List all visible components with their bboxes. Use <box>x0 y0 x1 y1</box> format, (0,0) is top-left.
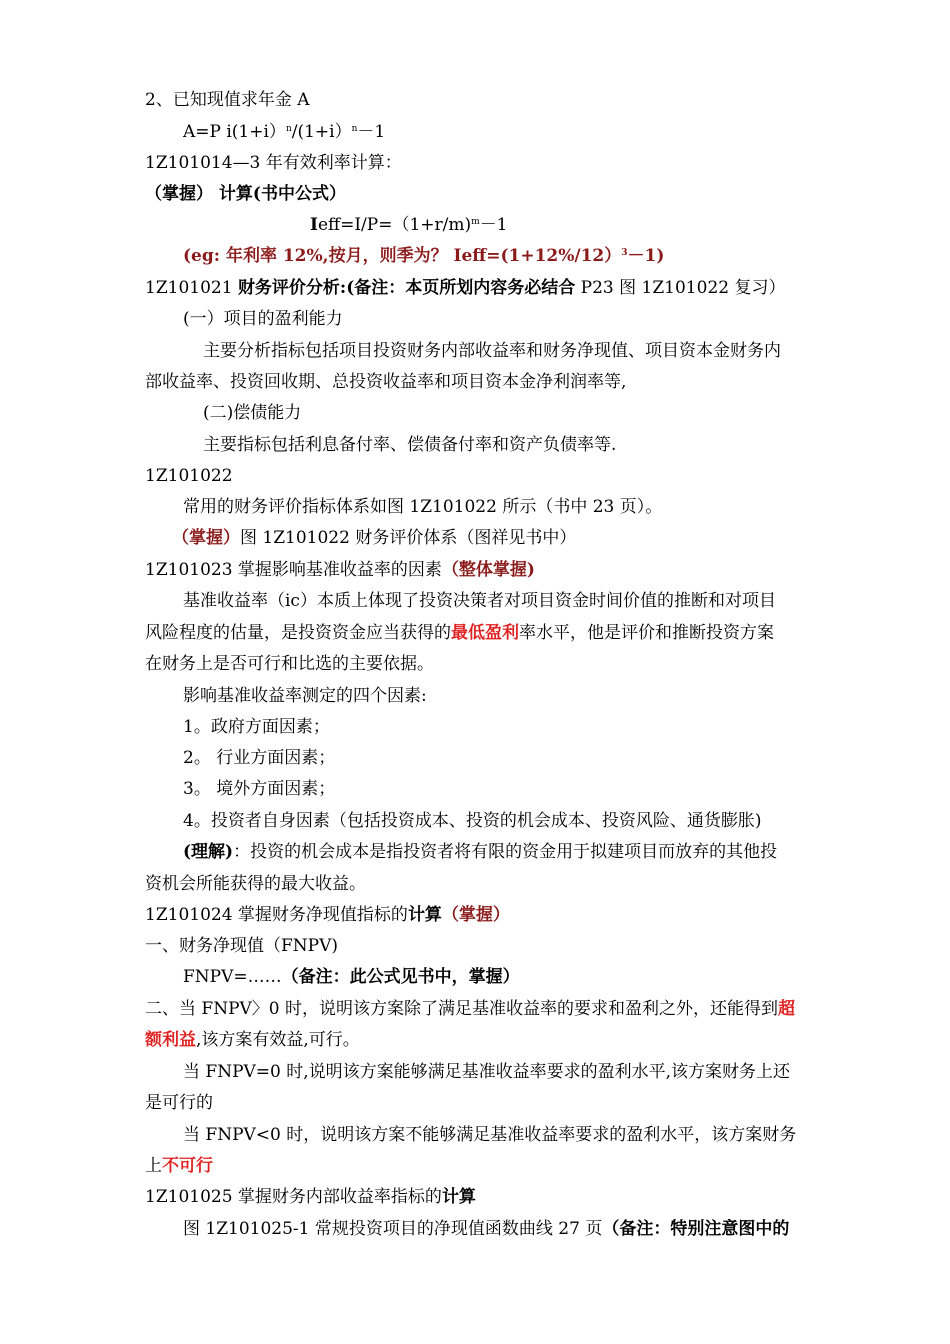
text-line: 额利益,该方案有效益,可行。 <box>145 1030 360 1050</box>
text-line: 常用的财务评价指标体系如图 1Z101022 所示（书中 23 页）。 <box>183 497 663 517</box>
text-line: 影响基准收益率测定的四个因素: <box>183 686 427 706</box>
text-line: 主要分析指标包括项目投资财务内部收益率和财务净现值、项目资本金财务内 <box>203 341 781 361</box>
text-line: 二、当 FNPV〉0 时，说明该方案除了满足基准收益率的要求和盈利之外，还能得到超 <box>145 999 796 1019</box>
section-heading: 1Z101014—3 年有效利率计算： <box>145 153 402 173</box>
text-line: 基准收益率（ic）本质上体现了投资决策者对项目资金时间价值的推断和对项目 <box>183 591 776 611</box>
list-item: 4。投资者自身因素（包括投资成本、投资的机会成本、投资风险、通货膨胀) <box>183 811 762 831</box>
text-line: 图 1Z101025-1 常规投资项目的净现值函数曲线 27 页（备注：特别注意图中的 <box>183 1219 790 1239</box>
text-line: 当 FNPV=0 时,说明该方案能够满足基准收益率要求的盈利水平,该方案财务上还 <box>183 1062 791 1082</box>
section-heading: 1Z101025 掌握财务内部收益率指标的计算 <box>145 1187 476 1207</box>
text-line: 资机会所能获得的最大收益。 <box>145 874 366 894</box>
section-heading: 1Z101021 财务评价分析:(备注：本页所划内容务必结合 P23 图 1Z101022 复习） <box>145 278 786 298</box>
text-line: 一、财务净现值（FNPV) <box>145 936 339 956</box>
text-line: 部收益率、投资回收期、总投资收益率和项目资本金净利润率等, <box>145 372 627 392</box>
text-line: (一）项目的盈利能力 <box>183 309 343 329</box>
text-line: 上不可行 <box>145 1156 213 1176</box>
text-line: FNPV=……（备注：此公式见书中，掌握） <box>183 967 520 987</box>
formula-annuity: A=P i(1+i）$^n$/(1+i）$^n$－1 <box>183 122 386 142</box>
list-item: 2。 行业方面因素； <box>183 748 336 768</box>
text-line: 在财务上是否可行和比选的主要依据。 <box>145 654 434 674</box>
list-item: 3。 境外方面因素； <box>183 779 336 799</box>
text-line: 2、已知现值求年金 A <box>145 90 310 110</box>
text-line: （掌握） 计算(书中公式） <box>145 184 346 204</box>
text-line: (理解)：投资的机会成本是指投资者将有限的资金用于拟建项目而放弃的其他投 <box>183 842 778 862</box>
text-line: 风险程度的估量，是投资资金应当获得的最低盈利率水平，他是评价和推断投资方案 <box>145 623 774 643</box>
section-heading: 1Z101023 掌握影响基准收益率的因素（整体掌握) <box>145 560 535 580</box>
list-item: 1。政府方面因素； <box>183 717 330 737</box>
example-line: (eg: 年利率 12%,按月，则季为？ Ieff=(1+12%/12）$^3$－1) <box>183 246 665 266</box>
section-heading: 1Z101024 掌握财务净现值指标的计算（掌握） <box>145 905 510 925</box>
text-line: 是可行的 <box>145 1093 213 1113</box>
text-line: 当 FNPV<0 时，说明该方案不能够满足基准收益率要求的盈利水平，该方案财务 <box>183 1125 797 1145</box>
formula-effective-rate: Ieff=I/P=（1+r/m)$^m$－1 <box>310 215 508 235</box>
text-line: (二)偿债能力 <box>203 403 302 423</box>
text-line: （掌握）图 1Z101022 财务评价体系（图祥见书中） <box>172 528 577 548</box>
section-heading: 1Z101022 <box>145 466 233 486</box>
text-line: 主要指标包括利息备付率、偿债备付率和资产负债率等. <box>203 435 617 455</box>
